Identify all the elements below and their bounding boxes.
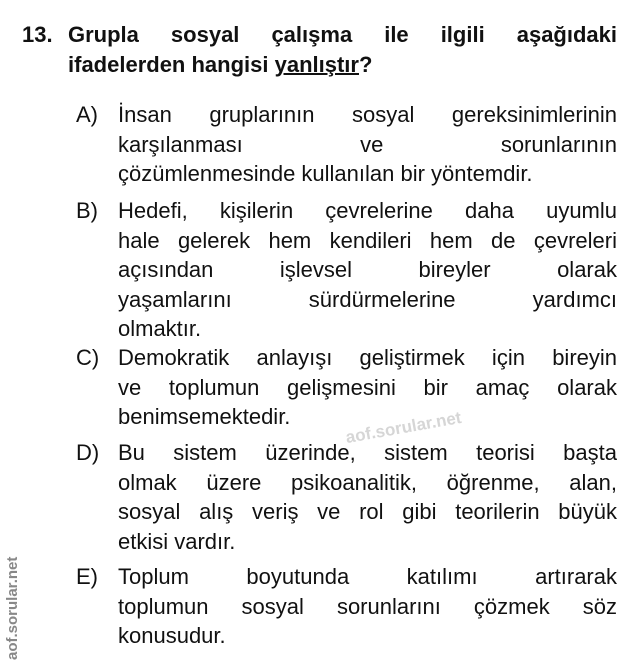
question-emphasis: yanlıştır [274,52,359,77]
option-line: toplumun sosyal sorunlarını çözmek söz [118,593,617,619]
question-mark: ? [358,52,373,77]
question-number: 13. [22,22,53,47]
option-letter: D) [76,440,100,465]
option-line: etkisi vardır. [118,528,236,554]
option-letter: C) [76,345,100,370]
option-line: Demokratik anlayışı geliştirmek için bireyin [118,345,617,370]
question-text [68,20,617,80]
option-line: konusudur. [118,623,226,648]
option-text [118,562,617,651]
watermark: aof.sorular.net [344,407,463,448]
option-line: sosyal alış veriş ve rol gibi teorilerin büyük [118,499,617,524]
option-line: karşılanması ve sorunlarının [118,131,617,157]
option-line: yaşamlarını sürdürmelerine yardımcı [118,286,617,312]
option-line: çözümlenmesinde kullanılan bir yöntemdir. [118,161,533,186]
option-line: ve toplumun gelişmesini bir amaç olarak [118,374,617,400]
question-text-part: ifadelerden hangisi [68,52,275,77]
option-line: Bu sistem üzerinde, sistem teorisi başta [118,440,617,465]
option-line: benimsemektedir. [118,404,291,429]
option-text [118,100,617,189]
option-line: İnsan gruplarının sosyal gereksinimlerinin [118,102,617,127]
option-line: olmaktır. [118,316,202,341]
side-watermark: aof.sorular.net [4,556,21,660]
question-line: Grupla sosyal çalışma ile ilgili aşağıdaki [68,22,617,47]
option-line: olmak üzere psikoanalitik, öğrenme, alan, [118,469,617,495]
option-letter: A) [76,102,98,127]
option-text [118,196,617,344]
option-letter: B) [76,198,98,223]
option-text [118,343,617,432]
option-letter: E) [76,564,98,589]
option-line: açısından işlevsel bireyler olarak [118,257,617,282]
option-line: Toplum boyutunda katılımı artırarak [118,564,617,589]
option-line: hale gelerek hem kendileri hem de çevreleri [118,227,617,253]
question-line [68,50,617,80]
option-line: Hedefi, kişilerin çevrelerine daha uyumlu [118,198,617,223]
option-text [118,438,617,556]
